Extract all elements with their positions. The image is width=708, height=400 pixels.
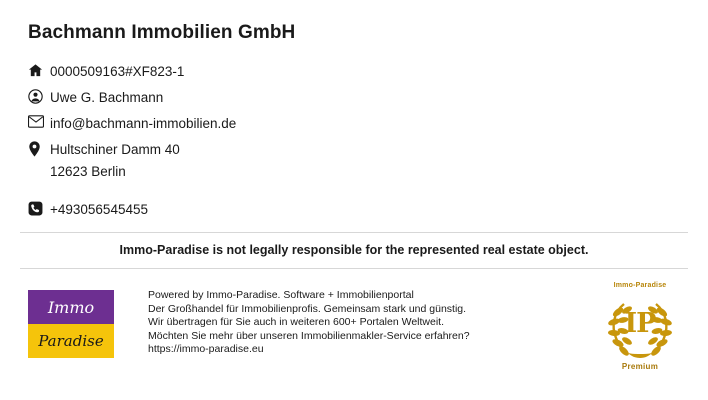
premium-badge <box>594 282 686 388</box>
badge-top-label: Immo-Paradise <box>613 282 667 289</box>
divider-top <box>20 232 688 233</box>
contact-row-object-id <box>28 62 588 81</box>
footer <box>0 276 708 400</box>
logo-bottom-block <box>28 324 114 358</box>
legal-disclaimer: Immo-Paradise is not legally responsible for the represented real estate object. <box>119 243 589 257</box>
footer-paragraph <box>148 289 568 357</box>
footer-line-2: Der Großhandel für Immobilienprofis. Gemeinsam stark und günstig. <box>148 302 467 315</box>
contact-street: Hultschiner Damm 40 <box>50 142 180 157</box>
envelope-icon <box>28 114 50 128</box>
contact-phone: +493056545455 <box>50 202 148 217</box>
contact-row-email <box>28 114 588 133</box>
logo-line-2: Paradise <box>38 332 104 350</box>
contact-row-address <box>28 140 588 159</box>
map-pin-icon <box>28 140 50 157</box>
divider-bottom <box>20 268 688 269</box>
laurel-wreath-icon <box>594 290 686 364</box>
contact-email: info@bachmann-immobilien.de <box>50 116 237 131</box>
footer-website-link[interactable]: https://immo-paradise.eu <box>148 343 264 355</box>
footer-line-4: Möchten Sie mehr über unseren Immobilienmakler-Service erfahren? <box>148 329 470 342</box>
contact-list <box>28 62 588 226</box>
house-icon <box>28 62 50 78</box>
footer-line-3: Wir übertragen für Sie auch in weiteren 600+ Portalen Weltweit. <box>148 316 444 328</box>
logo-top-block <box>28 290 114 324</box>
contact-row-phone <box>28 200 588 219</box>
contact-city: 12623 Berlin <box>50 164 126 179</box>
badge-monogram: IP <box>624 308 656 339</box>
immo-paradise-logo <box>28 290 114 358</box>
contact-row-person <box>28 88 588 107</box>
contact-object-id: 0000509163#XF823-1 <box>50 64 185 79</box>
footer-line-1: Powered by Immo-Paradise. Software + Immobilienportal <box>148 289 414 301</box>
page-title: Bachmann Immobilien GmbH <box>28 22 296 43</box>
badge-bottom-label: Premium <box>621 362 659 371</box>
person-icon <box>28 88 50 104</box>
contact-person-name: Uwe G. Bachmann <box>50 90 164 105</box>
logo-line-1: Immo <box>47 297 95 317</box>
phone-icon <box>28 200 50 216</box>
